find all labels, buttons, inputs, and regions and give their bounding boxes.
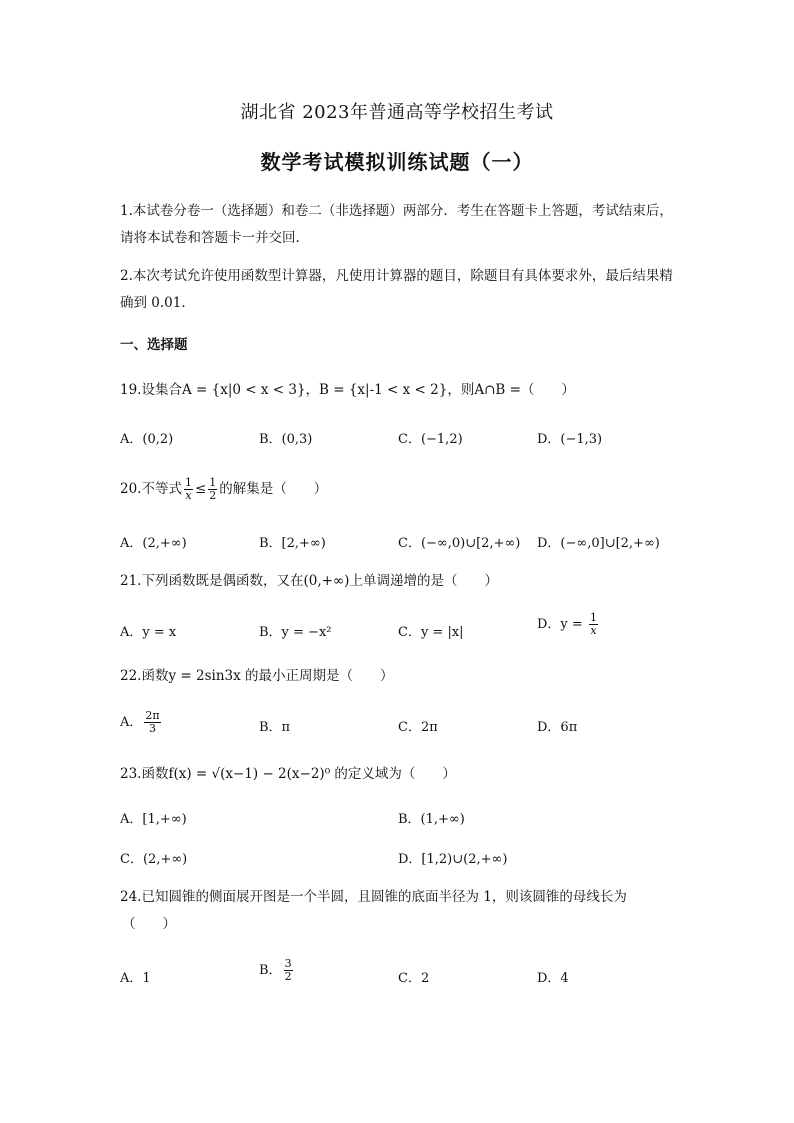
question-20-option-b: B．[2,+∞) (259, 536, 326, 551)
question-19-stem: 19.设集合A = {x|0 < x < 3}，B = {x|-1 < x < 2}，则A∩B =（ ） (120, 382, 575, 398)
fraction-numerator: 1 (209, 476, 217, 489)
question-21-option-d-fraction (589, 612, 598, 637)
fraction-numerator: 2π (145, 709, 160, 722)
question-24-stem: 24.已知圆锥的侧面展开图是一个半圆，且圆锥的底面半径为 1，则该圆锥的母线长为 (120, 889, 627, 905)
question-19-option-d: D．(−1,3) (537, 432, 603, 447)
question-23-option-d: D．[1,2)∪(2,+∞) (398, 852, 508, 867)
question-20-option-a: A．(2,+∞) (120, 536, 187, 551)
fraction-denominator: 2 (284, 970, 292, 983)
question-23-stem: 23.函数f(x) = √(x−1) − 2(x−2)⁰ 的定义域为（ ） (120, 766, 456, 782)
instruction-2: 2.本次考试允许使用函数型计算器，凡使用计算器的题目，除题目有具体要求外，最后结果精确到 0.01. (120, 268, 673, 311)
instruction-1: 1.本试卷分卷一（选择题）和卷二（非选择题）两部分．考生在答题卡上答题，考试结束后，请将本试卷和答题卡一并交回. (120, 203, 673, 246)
question-22-option-b: B．π (259, 720, 291, 735)
question-21-option-b: B．y = −x² (259, 625, 332, 640)
question-21-stem: 21.下列函数既是偶函数，又在(0,+∞)上单调递增的是（ ） (120, 573, 498, 589)
fraction-denominator: x (590, 624, 597, 637)
question-19-option-a: A．(0,2) (120, 432, 174, 447)
question-19-option-c: C．(−1,2) (398, 432, 463, 447)
question-24-option-a: A．1 (120, 971, 151, 986)
question-24-option-d: D．4 (537, 971, 569, 986)
question-22-option-a-fraction (144, 710, 160, 735)
fraction-denominator: x (185, 489, 192, 502)
question-20-stem-pre: 20.不等式 (120, 481, 182, 497)
question-24-option-b (259, 958, 295, 983)
question-20-fraction-2 (208, 477, 217, 502)
exam-title: 湖北省 2023年普通高等学校招生考试 (240, 102, 554, 123)
question-19-option-b: B．(0,3) (259, 432, 313, 447)
question-22-option-c: C．2π (398, 720, 438, 735)
fraction-numerator: 1 (184, 476, 192, 489)
question-20-stem-mid: ≤ (194, 481, 207, 497)
question-24-stem-cont: （ ） (122, 916, 176, 932)
question-22-option-d: D．6π (537, 720, 578, 735)
section-title: 一、选择题 (120, 337, 188, 353)
fraction-numerator: 1 (589, 611, 597, 624)
question-20-fraction-1 (184, 477, 193, 502)
question-22-stem: 22.函数y = 2sin3x 的最小正周期是（ ） (120, 668, 394, 684)
question-20-option-d: D．(−∞,0]∪[2,+∞) (537, 536, 660, 551)
fraction-denominator: 2 (209, 489, 217, 502)
question-23-option-a: A．[1,+∞) (120, 812, 187, 827)
question-20-option-c: C．(−∞,0)∪[2,+∞) (398, 536, 521, 551)
question-22-option-a (120, 710, 163, 735)
fraction-denominator: 3 (149, 722, 156, 735)
exam-subtitle: 数学考试模拟训练试题（一） (260, 150, 534, 174)
question-21-option-a: A．y = x (120, 625, 177, 640)
question-24-option-c: C．2 (398, 971, 430, 986)
question-24-option-b-label: B． (259, 963, 282, 978)
question-21-option-d-label: D．y = (537, 617, 587, 632)
question-23-option-b: B．(1,+∞) (398, 812, 465, 827)
fraction-numerator: 3 (284, 957, 292, 970)
question-21-option-d (537, 612, 600, 637)
question-23-option-c: C．(2,+∞) (120, 852, 188, 867)
question-20-stem-post: 的解集是（ ） (219, 481, 328, 497)
question-22-option-a-label: A． (120, 715, 143, 730)
question-21-option-c: C．y = |x| (398, 625, 464, 640)
question-20-stem (120, 472, 327, 506)
question-24-option-b-fraction (284, 958, 293, 983)
